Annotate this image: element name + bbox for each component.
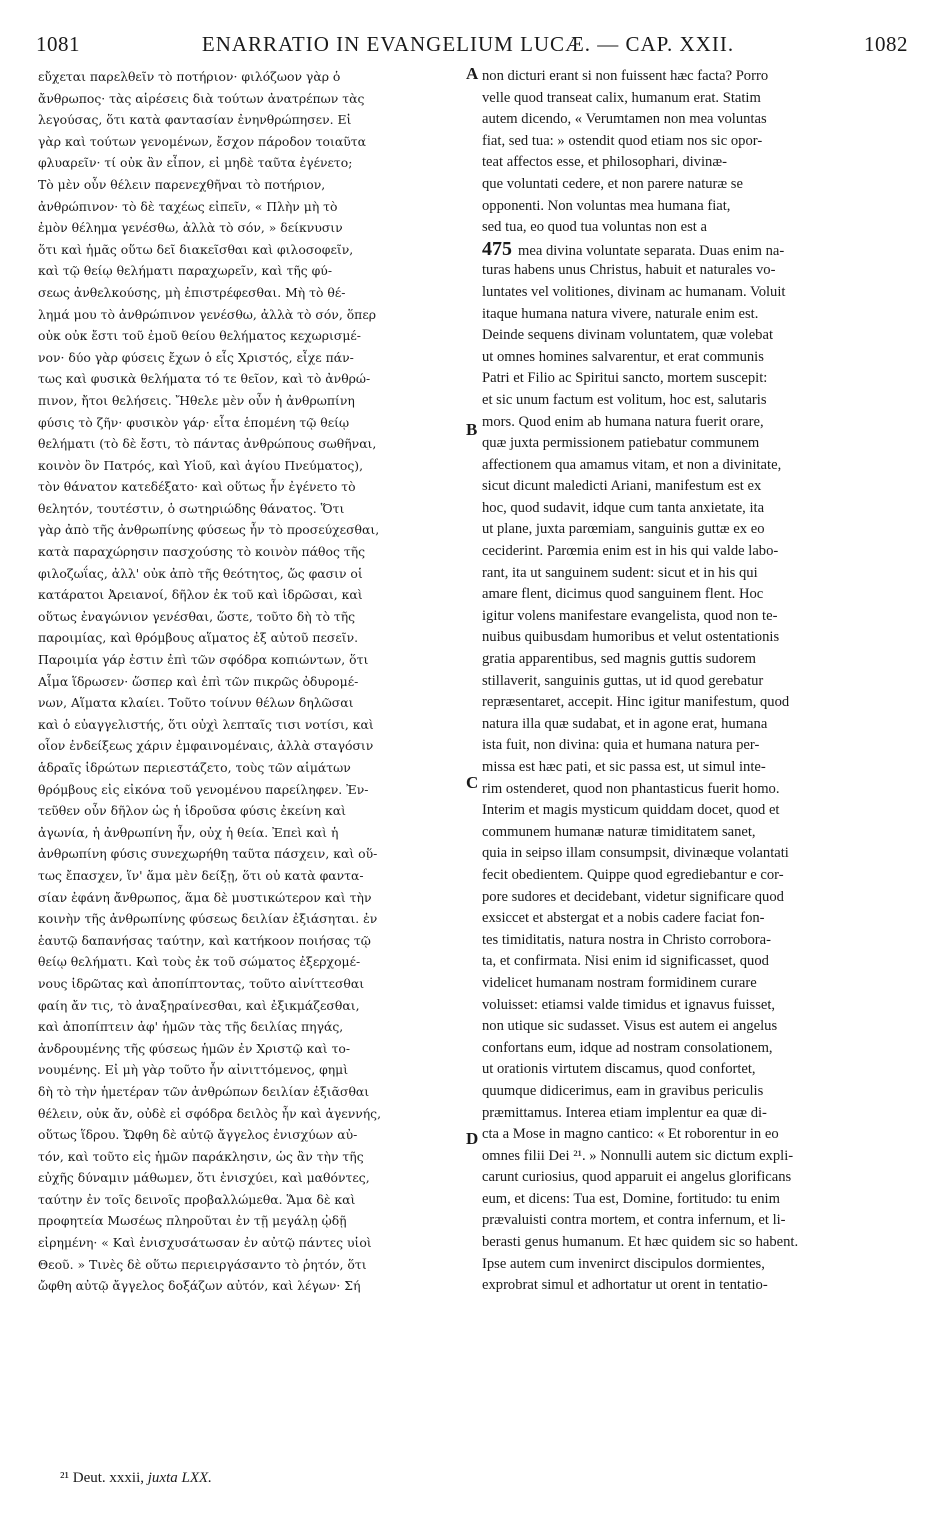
latin-line: quia in seipso illam consumpsit, divinæque volantati [482, 845, 789, 862]
latin-line: autem dicendo, « Verumtamen non mea voluntas [482, 111, 767, 128]
greek-column [38, 66, 463, 1297]
latin-line: Deinde sequens divinam voluntatem, quæ volebat [482, 327, 774, 344]
margin-marker-b: B [466, 420, 478, 439]
latin-line: rant, ita ut sanguinem sudent: sicut et in his qui [482, 564, 758, 581]
greek-line: τως ἔπασχεν, ἵν' ἅμα μὲν δείξῃ, ὅτι οὐ κατὰ φαντα- [38, 867, 364, 883]
greek-line: φλυαρεῖν· τί οὐκ ἂν εἶπον, εἰ μηδὲ ταῦτα ἐγένετο; [38, 155, 353, 171]
greek-line: φαίη ἄν τις, τὸ ἀναξηραίνεσθαι, καὶ ἐξικμάζεσθαι, [38, 997, 360, 1013]
latin-line: ut orationis virtutem discamus, quod confortet, [482, 1061, 756, 1078]
latin-line: confortans eum, idque ad nostram consolationem, [482, 1039, 773, 1056]
greek-line: παροιμίας, καὶ θρόμβους αἵματος ἐξ αὐτοῦ πεσεῖν. [38, 630, 359, 646]
latin-line: rim ostenderet, quod non phantasticus fuerit homo. [482, 780, 780, 797]
latin-line: ut omnes homines salvarentur, et erat communis [482, 348, 764, 365]
greek-line: ταύτην ἐν τοῖς δεινοῖς προβαλλώμεθα. Ἅμα δὲ καὶ [38, 1191, 356, 1207]
greek-line: ὤφθη αὐτῷ ἄγγελος δοξάζων αὐτόν, καὶ λέγων· Σή [38, 1278, 361, 1294]
latin-line: velle quod transeat calix, humanum erat. Statim [482, 89, 761, 106]
greek-line: κοινὸν ὂν Πατρός, καὶ Υἱοῦ, καὶ ἁγίου Πνεύματος), [38, 457, 364, 473]
latin-line: exsiccet et abstergat et a nobis cadere faciat fon- [482, 910, 765, 927]
running-title: ENARRATIO IN EVANGELIUM LUCÆ. — CAP. XXII. [201, 32, 735, 56]
greek-line: δὴ τὸ τὴν ἡμετέραν τῶν ἀνθρώπων δειλίαν ἐξιᾶσθαι [38, 1083, 370, 1099]
greek-line: καὶ ἀποπίπτειν ἀφ' ἡμῶν τὰς τῆς δειλίας πηγάς, [38, 1019, 344, 1035]
latin-line: fecit obedientem. Quippe quod egrediebantur e cor- [482, 866, 784, 883]
greek-line: σεως ἀνθελκούσης, μὴ ἐπιστρέφεσθαι. Μὴ τὸ θέ- [38, 284, 346, 300]
latin-line: gratia apparentibus, sed magnis guttis sudorem [482, 651, 756, 668]
latin-line: nuibus quibusdam humoribus et velut ostentationis [482, 629, 780, 646]
latin-line: et sic unum factum est volitum, hoc est, salutaris [482, 391, 767, 408]
page-number-right: 1082 [864, 32, 908, 56]
greek-line: νουμένης. Εἰ μὴ γὰρ τοῦτο ἦν αἰνιττόμενος, φημὶ [38, 1062, 349, 1078]
greek-line: φύσις τὸ ζῆν· φυσικὸν γάρ· εἶτα ἑπομένη τῷ θείῳ [38, 414, 350, 430]
margin-marker-d: D [466, 1129, 479, 1148]
latin-line: præmittamus. Interea etiam implentur ea quæ di- [482, 1104, 767, 1121]
greek-line: οὐκ οὐκ ἔστι τοῦ ἐμοῦ θείου θελήματος κεχωρισμέ- [38, 328, 361, 344]
greek-line: εὔχεται παρελθεῖν τὸ ποτήριον· φιλόζωον γὰρ ὁ [38, 69, 341, 84]
greek-line: τὸν θάνατον κατεδέξατο· καὶ οὕτως ἦν ἐγένετο τὸ [38, 479, 356, 495]
latin-line: ut plane, juxta parœmiam, sanguinis guttæ ex eo [482, 521, 765, 538]
latin-line: que voluntati cedere, et non parere naturæ se [482, 175, 743, 192]
latin-line [482, 239, 914, 261]
greek-line: νων, Αἵματα κλαίει. Τοῦτο τοίνυν θέλων δηλῶσαι [38, 695, 354, 711]
latin-line: itaque humana natura vivere, naturale enim est. [482, 305, 759, 322]
latin-line: ceciderint. Parœmia enim est in his qui valde labo- [482, 543, 779, 560]
footnote-ref: Deut. xxxii, [72, 1470, 144, 1486]
greek-line: Παροιμία γάρ ἐστιν ἐπὶ τῶν σφόδρα κοπιώντων, ὅτι [38, 652, 369, 668]
latin-line: ista fuit, non divina: quia et humana natura per- [482, 737, 760, 754]
footnote-number: ²¹ [60, 1470, 69, 1486]
latin-line: exprobrat simul et adhortatur ut orent in tentatio- [482, 1277, 768, 1294]
latin-line: teat affectos esse, et philosophari, divinæ- [482, 154, 727, 171]
greek-line: τόν, καὶ τοῦτο εἰς ἡμῶν παράκλησιν, ὡς ἂν τὴν τῆς [38, 1148, 364, 1164]
greek-line: κατὰ παραχώρησιν πασχούσης τὸ κοινὸν πάθος τῆς [38, 544, 366, 560]
latin-line: berasti genus humanum. Et hæc quidem sic so habent. [482, 1234, 799, 1251]
greek-line: ἀνθρώπινον· τὸ δὲ ταχέως εἰπεῖν, « Πλὴν μὴ τὸ [38, 198, 338, 214]
greek-line: λεγούσας, ὅτι κατὰ φαντασίαν ἐνηνθρώπησεν. Εἰ [38, 112, 352, 128]
latin-line: missa est hæc pati, et sic passa est, ut simul inte- [482, 759, 766, 775]
latin-line: prævaluisti contra mortem, et contra infernum, et li- [482, 1212, 786, 1229]
greek-line: κοινὴν τῆς ἀνθρωπίνης φύσεως δειλίαν ἐξιάσηται. ἐν [38, 911, 378, 927]
margin-marker-a: A [466, 64, 479, 83]
latin-line: videlicet humanam nostram formidinem curare [482, 974, 757, 991]
latin-line-text: mea divina voluntate separata. Duas enim na- [518, 242, 785, 259]
latin-line: mors. Quod enim ab humana natura fuerit orare, [482, 413, 764, 430]
latin-line: natura illa quæ sudabat, et in agone erat, humana [482, 715, 768, 732]
greek-line: νον· δύο γὰρ φύσεις ἔχων ὁ εἷς Χριστός, εἶχε πάν- [38, 349, 354, 365]
latin-line: pore sudores et decidebant, videtur significare quod [482, 888, 784, 905]
page-header [28, 32, 908, 62]
greek-line: θρόμβους εἰς εἰκόνα τοῦ γενομένου παρείληφεν. Ἐν- [38, 781, 369, 797]
greek-line: ἀνθρωπίνη φύσις συνεχωρήθη ταῦτα πάσχειν, καὶ οὕ- [38, 846, 378, 862]
greek-line: οὕτως ἐναγώνιον γενέσθαι, ὥστε, τοῦτο δὴ τὸ τῆς [38, 608, 356, 624]
latin-line: cta a Mose in magno cantico: « Et roborentur in eo [482, 1126, 779, 1143]
greek-line: γὰρ καὶ τούτων γενομένων, ἔσχον πάροδον τοιαῦτα [38, 133, 367, 149]
latin-line: sed tua, eo quod tua voluntas non est a [482, 219, 707, 236]
latin-line: sicut dicunt maledicti Ariani, manifestum est ex [482, 478, 762, 495]
greek-line: ἑαυτῷ δαπανήσας ταύτην, καὶ κατήκοον ποιήσας τῷ [38, 932, 371, 948]
latin-line: quæ juxta permissionem patiebatur communem [482, 435, 760, 452]
page-number-left: 1081 [36, 32, 80, 56]
latin-line: Ipse autem cum invenirct discipulos dormientes, [482, 1255, 765, 1272]
footnote-note: juxta LXX. [147, 1470, 212, 1486]
latin-line: repræsentaret, accepit. Hinc igitur manifestum, quod [482, 694, 790, 711]
latin-line: tes timiditatis, natura nostra in Christo corrobora- [482, 931, 771, 948]
greek-line: πινον, ἤτοι θελήσεις. Ἤθελε μὲν οὖν ἡ ἀνθρωπίνη [38, 392, 355, 408]
greek-line: οὕτως ἵδρου. Ὤφθη δὲ αὐτῷ ἄγγελος ἐνισχύων αὐ- [38, 1127, 358, 1143]
greek-line: νους ἱδρῶτας καὶ ἀποπίπτοντας, τοῦτο αἰνίττεσθαι [38, 975, 365, 991]
latin-line: quumque didicerimus, eam in gravibus periculis [482, 1082, 764, 1099]
latin-line: non dicturi erant si non fuissent hæc facta? Porro [482, 68, 769, 84]
latin-line: opponenti. Non voluntas mea humana fiat, [482, 197, 731, 214]
margin-marker-c: C [466, 773, 479, 792]
greek-line: ὅτι καὶ ἡμᾶς οὕτω δεῖ διακεῖσθαι καὶ φιλοσοφεῖν, [38, 241, 354, 257]
latin-line: luntates vel volitiones, divinam ac humanam. Voluit [482, 283, 786, 300]
latin-line: Interim et magis mysticum quiddam docet, quod et [482, 802, 780, 819]
latin-line: Patri et Filio ac Spiritui sancto, mortem suscepit: [482, 370, 768, 387]
latin-column [482, 66, 914, 1297]
greek-line: εἰρημένη· « Καὶ ἐνισχυσάτωσαν ἐν αὐτῷ πάντες υἱοὶ [38, 1235, 372, 1251]
greek-line: Αἷμα ἵδρωσεν· ὥσπερ καὶ ἐπὶ τῶν πικρῶς ὀδυρομέ- [38, 673, 359, 689]
greek-line: γὰρ ἀπὸ τῆς ἀνθρωπίνης φύσεως ἦν τὸ προσεύχεσθαι, [38, 522, 380, 538]
greek-line: ἀγωνία, ἡ ἀνθρωπίνη ἦν, οὐχ ἡ θεία. Ἐπεὶ καὶ ἡ [38, 824, 339, 840]
greek-line: θελητόν, τουτέστιν, ὁ σωτηριώδης θάνατος. Ὅτι [38, 500, 345, 516]
greek-line: προφητεία Μωσέως πληροῦται ἐν τῇ μεγάλῃ ᾠδῇ [38, 1213, 347, 1229]
greek-line: θείῳ θελήματι. Καὶ τοὺς ἐκ τοῦ σώματος ἐξερχομέ- [38, 954, 361, 970]
greek-line: τεῦθεν οὖν δῆλον ὡς ἡ ἱδροῦσα φύσις ἐκείνη καὶ [38, 803, 346, 819]
latin-line: omnes filii Dei ²¹. » Nonnulli autem sic dictum expli- [482, 1147, 794, 1164]
latin-line: communem humanæ naturæ timiditatem sanet, [482, 823, 756, 840]
latin-line: amare flent, dicimus quod sanguinem flent. Hoc [482, 586, 764, 603]
greek-line: Θεοῦ. » Τινὲς δὲ οὕτω περιειργάσαντο τὸ ῥητόν, ὅτι [38, 1256, 367, 1272]
greek-line: σίαν ἐφάνη ἄνθρωπος, ἅμα δὲ μυστικώτερον καὶ τὴν [38, 889, 372, 905]
latin-line: ta, et confirmata. Nisi enim id significasset, quod [482, 953, 769, 970]
greek-line: θέλειν, οὐκ ἄν, οὐδὲ εἰ σφόδρα δειλὸς ἦν καὶ ἀγεννής, [38, 1105, 382, 1121]
greek-line: οἷον ἐνδείξεως χάριν ἐμφαινομέναις, ἀλλὰ σταγόσιν [38, 738, 374, 754]
latin-line: stillaverit, sanguinis guttas, ut id quod gerebatur [482, 672, 764, 689]
greek-line: καὶ τῷ θείῳ θελήματι παραχωρεῖν, καὶ τῆς φύ- [38, 263, 333, 279]
greek-line: φιλοζωΐας, ἀλλ' οὐκ ἀπὸ τῆς θεότητος, ὥς φασιν οἱ [38, 565, 363, 581]
greek-line: κατάρατοι Ἀρειανοί, δῆλον ἐκ τοῦ καὶ ἱδρῶσαι, καὶ [38, 587, 363, 603]
footnote [60, 1470, 212, 1487]
greek-line: τως καὶ φυσικὰ θελήματα τό τε θεῖον, καὶ τὸ ἀνθρώ- [38, 371, 371, 387]
latin-line: voluisset: etiamsi valde timidus et ignavus fuisset, [482, 996, 776, 1013]
greek-line: ἀνδρουμένης τῆς φύσεως ἡμῶν ἐν Χριστῷ καὶ το- [38, 1040, 351, 1056]
latin-line: affectionem qua amamus vitam, et non a divinitate, [482, 456, 782, 473]
greek-line: Τὸ μὲν οὖν θέλειν παρενεχθῆναι τὸ ποτήριον, [38, 176, 326, 192]
greek-line: εὐχῆς δύναμιν μάθωμεν, ὅτι ἐνισχύει, καὶ μαθόντες, [38, 1170, 370, 1186]
latin-line: carunt curiosius, quod apparuit ei angelus glorificans [482, 1169, 792, 1186]
greek-line: θελήματι (τὸ δὲ ἔστι, τὸ πάντας ἀνθρώπους σωθῆναι, [38, 436, 377, 452]
greek-line: καὶ ὁ εὐαγγελιστής, ὅτι οὐχὶ λεπταῖς τισι νοτίσι, καὶ [38, 716, 374, 732]
greek-line: ἁδραῖς ἱδρώτων περιεστάζετο, τοὺς τῶν αἱμάτων [38, 760, 351, 775]
latin-line: eum, et dicens: Tua est, Domine, fortitudo: tu enim [482, 1190, 780, 1207]
latin-line: turas habens unus Christus, habuit et naturales vo- [482, 262, 776, 279]
latin-line: hoc, quod sudavit, idque cum tanta anxietate, ita [482, 499, 765, 516]
latin-line: igitur volens manifestare evangelista, quod non te- [482, 607, 778, 624]
column-number: 475 [482, 238, 512, 260]
greek-line: ἐμὸν θέλημα γενέσθω, ἀλλὰ τὸ σόν, » δείκνυσιν [38, 220, 343, 236]
greek-line: ἄνθρωπος· τὰς αἱρέσεις διὰ τούτων ἀνατρέπων τὰς [38, 90, 365, 106]
latin-line: non utique sic sudasset. Visus est autem ei angelus [482, 1018, 778, 1035]
greek-line: λημά μου τὸ ἀνθρώπινον γενέσθω, ἀλλὰ τὸ σόν, ὅπερ [38, 306, 377, 322]
latin-line: fiat, sed tua: » ostendit quod etiam nos sic opor- [482, 132, 763, 149]
